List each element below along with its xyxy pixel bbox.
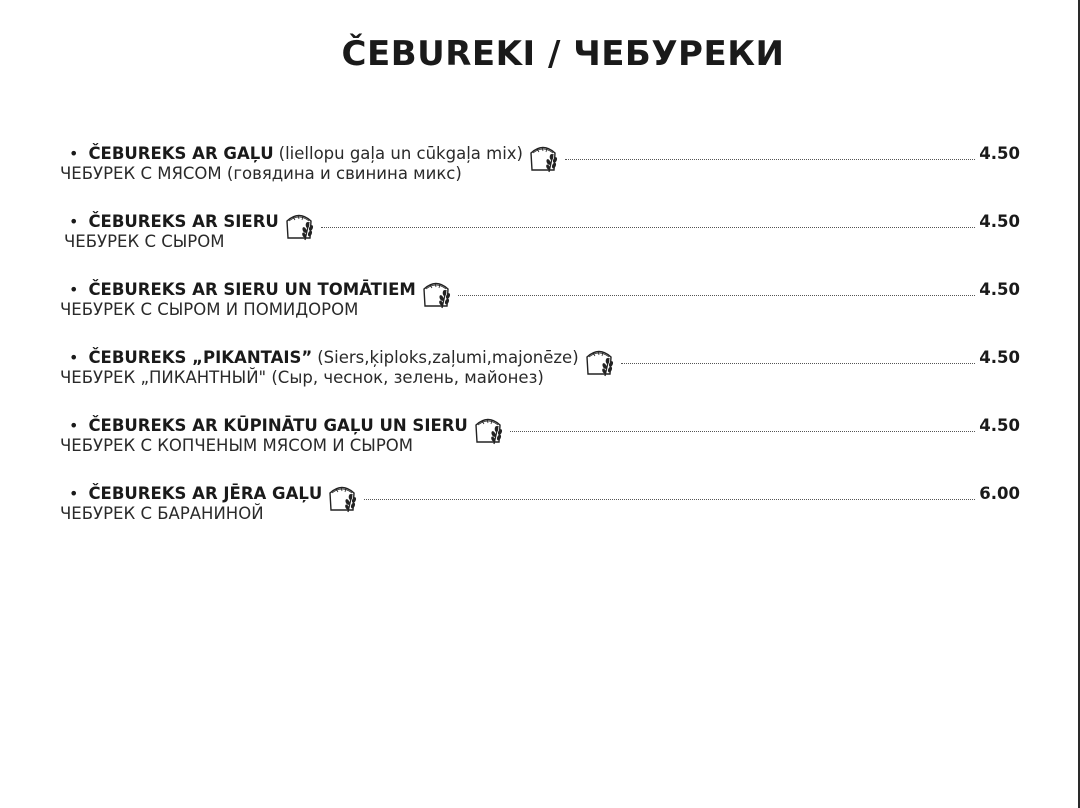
bullet: • [69, 416, 79, 435]
menu-item [60, 344, 1020, 412]
item-price: 4.50 [979, 280, 1020, 299]
menu-item-header [60, 412, 1020, 436]
item-price: 4.50 [979, 144, 1020, 163]
page-title: ČEBUREKI / ЧЕБУРЕКИ [341, 34, 785, 74]
item-name: ČEBUREKS AR SIERU [88, 212, 279, 231]
menu-item-header [60, 276, 1020, 300]
bullet: • [69, 212, 79, 231]
dot-leader [621, 363, 976, 364]
item-price: 4.50 [979, 348, 1020, 367]
menu-item [60, 480, 1020, 548]
item-translation: ЧЕБУРЕК С МЯСОМ (говядина и свинина микс) [60, 164, 462, 183]
gluten-icon [420, 276, 452, 310]
gluten-icon [472, 412, 504, 446]
item-translation: ЧЕБУРЕК С БАРАНИНОЙ [60, 504, 264, 523]
item-name: ČEBUREKS „PIKANTAIS” [88, 348, 313, 367]
menu-item [60, 140, 1020, 208]
dot-leader [458, 295, 976, 296]
gluten-icon [326, 480, 358, 514]
menu-item-header [60, 208, 1020, 232]
item-name: ČEBUREKS AR GAĻU [88, 144, 274, 163]
dot-leader [510, 431, 975, 432]
item-translation: ЧЕБУРЕК С КОПЧЕНЫМ МЯСОМ И СЫРОМ [60, 436, 414, 455]
bullet: • [69, 280, 79, 299]
gluten-icon [283, 208, 315, 242]
item-price: 4.50 [979, 416, 1020, 435]
gluten-icon [583, 344, 615, 378]
menu-item [60, 412, 1020, 480]
item-name: ČEBUREKS AR SIERU UN TOMĀTIEM [88, 280, 416, 299]
bullet: • [69, 348, 79, 367]
item-price: 4.50 [979, 212, 1020, 231]
dot-leader [321, 227, 975, 228]
item-price: 6.00 [979, 484, 1020, 503]
item-name: ČEBUREKS AR JĒRA GAĻU [88, 484, 323, 503]
dot-leader [364, 499, 975, 500]
bullet: • [69, 484, 79, 503]
menu-item-header [60, 140, 1020, 164]
item-description: (Siers,ķiploks,zaļumi,majonēze) [317, 348, 579, 367]
menu-item [60, 208, 1020, 276]
menu-item-header [60, 480, 1020, 504]
item-translation: ЧЕБУРЕК „ПИКАНТНЫЙ" (Сыр, чеснок, зелень, майонез) [60, 368, 544, 387]
gluten-icon [527, 140, 559, 174]
menu-item [60, 276, 1020, 344]
item-name: ČEBUREKS AR KŪPINĀTU GAĻU UN SIERU [88, 416, 468, 435]
dot-leader [565, 159, 975, 160]
item-translation: ЧЕБУРЕК С СЫРОМ И ПОМИДОРОМ [60, 300, 359, 319]
item-description: (liellopu gaļa un cūkgaļa mix) [278, 144, 523, 163]
bullet: • [69, 144, 79, 163]
item-translation: ЧЕБУРЕК С СЫРОМ [64, 232, 225, 251]
menu-item-header [60, 344, 1020, 368]
menu-list [60, 140, 1020, 548]
